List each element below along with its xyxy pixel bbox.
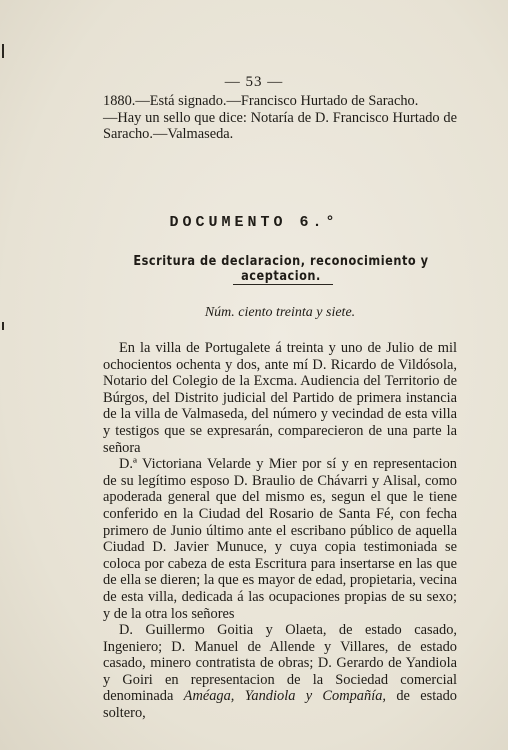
company-name: Améaga, Yandiola y Compañía,	[183, 688, 386, 705]
opening-line-2: —Hay un sello que dice: Notaría de D. Francisco Hurtado de Saracho.—Valmaseda.	[103, 109, 457, 143]
page-number: — 53 —	[224, 74, 284, 90]
opening-line-1: 1880.—Está signado.—Francisco Hurtado de Saracho.	[103, 93, 419, 109]
opening-text	[103, 93, 457, 143]
paragraph-3	[103, 622, 457, 722]
paragraph-2: D.ª Victoriana Velarde y Mier por sí y en representacion de su legítimo esposo D. Braulio de Chávarri y Alisal, como apoderada general que del mismo es, segun el que le tiene conferido en la Ciudad del Rosario de Santa Fé, con fecha primero de Junio último ante el escribano público de aquella Ciudad D. Javier Munuce, y cuya copia testimoniada se coloca por cabeza de esta Escritura para insertarse en las que de ella se dieren; la que es mayor de edad, propietaria, vecina de esta villa, dedicada á las ocupaciones propias de su sexo; y de la otra los señores	[103, 456, 457, 622]
paragraph-1: En la villa de Portugalete á treinta y uno de Julio de mil ochocientos ochenta y dos, ante mí D. Ricardo de Vildósola, Notario del Colegio de la Excma. Audiencia del Territorio de Búrgos, del Distrito judicial del Partido de primera instancia de la villa de Valmaseda, del número y vecindad de esta villa y testigos que se expresarán, comparecieron de una parte la señora	[103, 340, 457, 456]
margin-mark	[2, 322, 4, 330]
paragraph-3-end: de estado soltero,	[103, 688, 457, 722]
paragraph-3-start: D. Guillermo Goitia y Olaeta, de estado casado, Ingeniero; D. Manuel de Allende y Villares, de estado casado, minero contratista de obras; D. Gerardo de Yandiola y Goiri en representacion de la Sociedad comercial denominada	[103, 622, 457, 705]
margin-mark	[2, 44, 4, 58]
number-heading: Núm. ciento treinta y siete.	[204, 305, 356, 320]
document-heading: DOCUMENTO 6.°	[169, 214, 339, 231]
document-subtitle: Escritura de declaracion, reconocimiento y aceptacion.	[133, 254, 429, 284]
deed-body	[103, 340, 457, 722]
divider-rule	[233, 284, 333, 285]
